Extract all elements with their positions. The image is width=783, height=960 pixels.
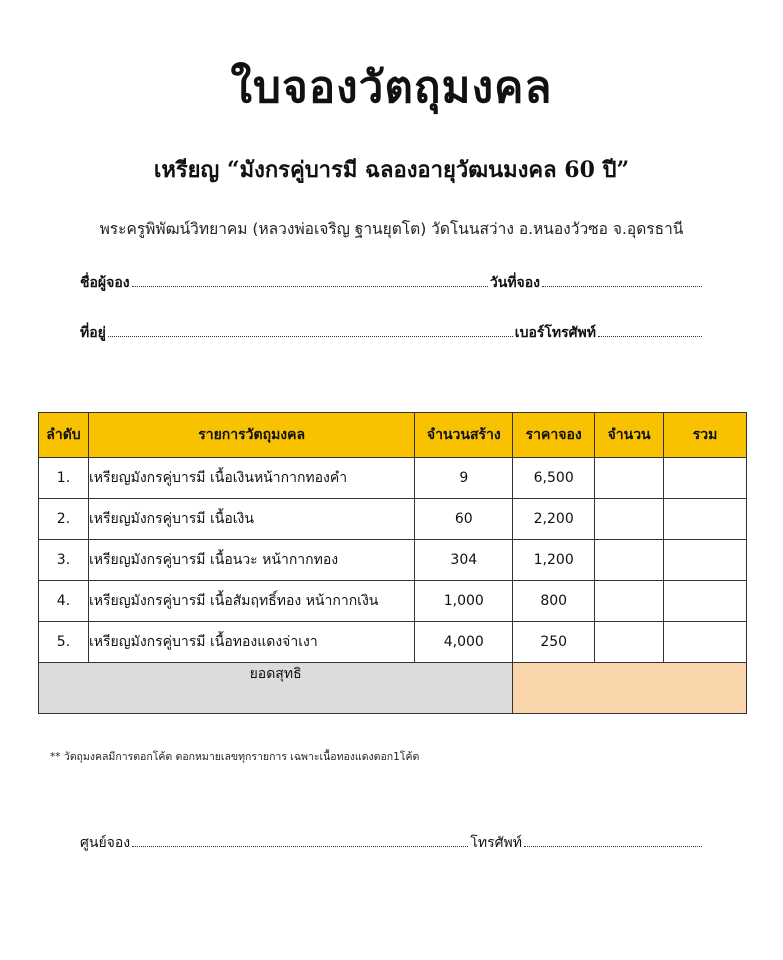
booking-center-row [80,832,702,854]
row-no: 5. [39,622,89,663]
booking-date-label: วันที่จอง [489,275,540,291]
booker-name-field[interactable] [132,274,488,287]
footer-phone-field[interactable] [524,834,702,847]
booker-row [80,272,702,294]
row-item: เหรียญมังกรคู่บารมี เนื้อเงิน [88,499,414,540]
booking-date-field[interactable] [542,274,702,287]
address-field[interactable] [108,324,513,337]
row-price: 1,200 [513,540,595,581]
net-total-label: ยอดสุทธิ [39,663,513,714]
table-row [39,622,747,663]
row-produced: 60 [415,499,513,540]
row-total-cell[interactable] [664,540,747,581]
booking-center-field[interactable] [132,834,468,847]
address-row [80,322,702,344]
row-no: 2. [39,499,89,540]
booking-table [38,412,747,714]
row-total-cell[interactable] [664,622,747,663]
header-no: ลำดับ [39,413,89,458]
address-label: ที่อยู่ [80,325,106,341]
row-price: 800 [513,581,595,622]
row-no: 4. [39,581,89,622]
row-produced: 1,000 [415,581,513,622]
row-item: เหรียญมังกรคู่บารมี เนื้อสัมฤทธิ์ทอง หน้ากากเงิน [88,581,414,622]
row-qty-cell[interactable] [595,540,664,581]
header-qty: จำนวน [595,413,664,458]
table-row [39,458,747,499]
row-qty-cell[interactable] [595,499,664,540]
row-produced: 9 [415,458,513,499]
table-row [39,540,747,581]
header-total: รวม [664,413,747,458]
row-item: เหรียญมังกรคู่บารมี เนื้อเงินหน้ากากทองคำ [88,458,414,499]
header-item: รายการวัตถุมงคล [88,413,414,458]
booker-name-label: ชื่อผู้จอง [80,275,130,291]
row-total-cell[interactable] [664,458,747,499]
row-qty-cell[interactable] [595,622,664,663]
row-qty-cell[interactable] [595,581,664,622]
header-produced: จำนวนสร้าง [415,413,513,458]
phone-label: เบอร์โทรศัพท์ [514,325,596,341]
table-row [39,581,747,622]
document-subtitle: เหรียญ “มังกรคู่บารมี ฉลองอายุวัฒนมงคล 60 ปี” [153,157,630,183]
net-total-row [39,663,747,714]
row-produced: 4,000 [415,622,513,663]
footer-phone-label: โทรศัพท์ [470,835,522,851]
row-total-cell[interactable] [664,499,747,540]
row-item: เหรียญมังกรคู่บารมี เนื้อนวะ หน้ากากทอง [88,540,414,581]
row-no: 1. [39,458,89,499]
row-produced: 304 [415,540,513,581]
document-title: ใบจองวัตถุมงคล [230,62,553,113]
row-price: 2,200 [513,499,595,540]
net-total-cell[interactable] [513,663,747,714]
table-header-row [39,413,747,458]
table-row [39,499,747,540]
row-no: 3. [39,540,89,581]
row-total-cell[interactable] [664,581,747,622]
row-qty-cell[interactable] [595,458,664,499]
footnote: ** วัตถุมงคลมีการตอกโค้ต ตอกหมายเลขทุกรายการ เฉพาะเนื้อทองแดงตอก1โค้ต [50,751,420,763]
header-price: ราคาจอง [513,413,595,458]
booking-center-label: ศูนย์จอง [80,835,131,851]
row-price: 250 [513,622,595,663]
phone-field[interactable] [598,324,702,337]
temple-line: พระครูพิพัฒน์วิทยาคม (หลวงพ่อเจริญ ฐานยุตโต) วัดโนนสว่าง อ.หนองวัวซอ จ.อุดรธานี [99,220,684,238]
row-item: เหรียญมังกรคู่บารมี เนื้อทองแดงจ่าเงา [88,622,414,663]
row-price: 6,500 [513,458,595,499]
